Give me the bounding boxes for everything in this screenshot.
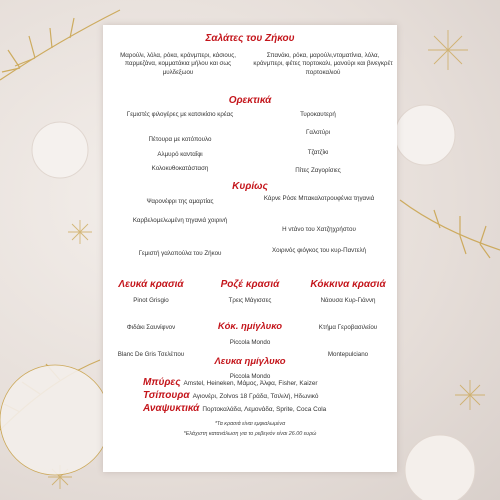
soft-drinks-list: Πορτοκαλάδα, Λεμονάδα, Sprite, Coca Cola [202,406,327,413]
white-wine-3: Blanc De Gris Τσελέπου [117,351,185,358]
red-wines-heading: Κόκκινα κρασιά [310,279,386,290]
tsipouro-line [143,390,318,401]
starter-right-3: Τζατζίκι [307,149,329,156]
starter-left-2: Πέτουρα με κοτόπουλο [148,136,212,143]
semi-red-heading: Κόκ. ημίγλυκο [217,321,283,332]
main-left-1: Ψαρονέφρι της αμαρτίας [146,198,214,205]
rose-wine-1: Τρεις Μάγισσες [228,297,272,304]
semi-red-wine: Piccola Mondo [229,339,271,346]
red-wine-2: Κτήμα Γεροβασιλείου [318,324,378,331]
salad-left: Μαρούλι, λόλα, ρόκα, κράνμπερι, κάσιους, παρμεζάνα, κομματάκια μήλου και σως μυλδεξωου [120,52,236,76]
note-minimum: *Ελάχιστη κατανάλωση για το ρεβεγιόν είναι 26.00 ευρώ [183,431,317,437]
starter-right-4: Πίτες Ζαγορίσιες [295,167,341,174]
menu-page [103,25,397,472]
main-right-1: Κάρνε Ρόσε Μπακαλοτρουφένια τηγανιά [263,195,375,202]
semi-white-heading: Λευκα ημίγλυκο [214,356,286,367]
soft-drinks-line [143,403,326,414]
red-wine-3: Montepulciano [327,351,369,358]
salads-heading: Σαλάτες του Ζήκου [205,33,295,44]
salad-right: Σπανάκι, ρόκα, μαρούλι,ντοματίνια, λόλα, κράνμπερι, φέτες πορτοκαλι, μανούρι και βινεγκρέτ πορτοκαλιού [253,52,393,76]
main-left-2: Καρβελομελωμένη τηγανιά χοιρινή [132,217,228,224]
white-wines-heading: Λευκά κρασιά [118,279,184,290]
starter-right-2: Γαλοτύρι [305,129,331,136]
note-bottled: *Τα κρασιά είναι εμφιαλωμένα [214,421,286,427]
beer-heading: Μπύρες [143,377,181,388]
white-wine-2: Φιδάκι Σαυνίφνον [126,324,176,331]
tsipouro-heading: Τσίπουρα [143,390,190,401]
beer-list: Amstel, Heineken, Μάμος, Άλφα, Fisher, Kaizer [183,380,318,387]
rose-wines-heading: Ροζέ κρασιά [220,279,280,290]
main-right-2: Η ντάνο του Χατζηχρήστου [282,226,356,233]
semi-white-wine: Piccola Mondo [229,373,271,380]
starter-right-1: Τυροκαυτερή [300,111,336,118]
red-wine-1: Νάουσα Κυρ-Γιάννη [320,297,376,304]
starters-heading: Ορεκτικά [228,95,272,106]
starter-left-1: Γεμιστές φιλογέρες με κατσικίσιο κρέας [126,111,234,118]
mains-heading: Κυρίως [232,181,268,192]
starter-left-4: Κολοκυθοκατάσταση [151,165,209,172]
tsipouro-list: Αγιονέρι, Zolvos 18 Γράδα, Τσιλιλή, Ηδωνικό [192,393,319,400]
main-right-3: Χοιρινός φιόγκος του κυρ-Παντελή [272,247,366,254]
beer-line [143,377,318,388]
starter-left-3: Αλμυρό κανταΐφι [157,151,203,158]
main-left-3: Γεμιστή γαλοπούλα του Ζήκου [138,250,222,257]
white-wine-1: Pinot Grisgio [133,297,169,304]
soft-drinks-heading: Αναψυκτικά [143,403,200,414]
